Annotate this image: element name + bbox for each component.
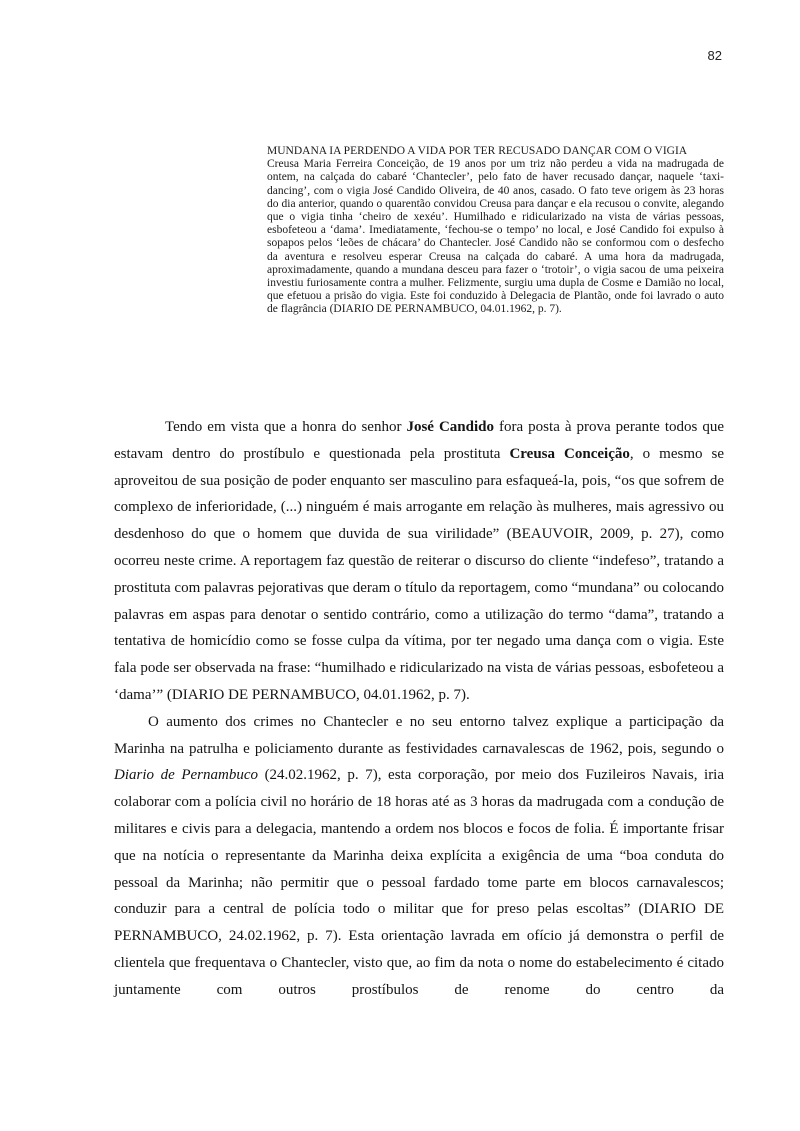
paragraph-1-text-b: fora posta à prova perante todos que estavam dentro do prostíbulo e questionada pela prostituta [114, 419, 725, 462]
name-creusa-conceicao: Creusa Conceição [509, 445, 630, 462]
name-jose-candido: José Candido [406, 419, 495, 435]
paragraph-2 [114, 709, 724, 1004]
paragraph-1 [114, 414, 724, 709]
paragraph-2-text-a: O aumento dos crimes no Chantecler e no seu entorno talvez explique a participação da Marinha na patrulha e policiamento durante as festividades carnavalescas de 1962, pois, segundo o [114, 713, 724, 757]
block-quote [267, 145, 724, 317]
quote-title: MUNDANA IA PERDENDO A VIDA POR TER RECUSADO DANÇAR COM O VIGIA [267, 145, 688, 157]
paragraph-2-text-b: (24.02.1962, p. 7), esta corporação, por meio dos Fuzileiros Navais, iria colaborar com a polícia civil no horário de 18 horas até as 3 horas da madrugada com a condução de militares e civis para a delegacia, mantendo a ordem nos blocos e focos de folia. É importante frisar que na notícia o representante da Marinha deixa explícita a exigência de uma “boa conduta do pessoal da Marinha; não permitir que o pessoal fardado tome parte em blocos carnavalescos; conduzir para a central de polícia todo o militar que for preso pelas escoltas” (DIARIO DE PERNAMBUCO, 24.02.1962, p. 7). Esta orientação lavrada em ofício já demonstra o perfil de clientela que frequentava o Chantecler, visto que, ao fim da nota o nome do estabelecimento é citado juntamente com outros prostíbulos de renome do centro da [114, 767, 725, 998]
newspaper-title: Diario de Pernambuco [114, 767, 258, 784]
body-text [114, 414, 724, 1004]
quote-body: Creusa Maria Ferreira Conceição, de 19 anos por um triz não perdeu a vida na madrugada de ontem, na calçada do cabaré ‘Chantecler’, pelo fato de haver recusado dançar, naquele ‘taxi-dancing’, com o vigia José Candido Oliveira, de 40 anos, casado. O fato teve origem às 23 horas do dia anterior, quando o quarentão convidou Creusa para dançar e ela recusou o convite, alegando que o vigia tinha ‘cheiro de xexéu’. Humilhado e ridicularizado na vista de várias pessoas, esbofeteou a ‘dama’. Imediatamente, ‘fechou-se o tempo’ no local, e José Candido foi expulso à sopapos pelos ‘leões de chácara’ do Chantecler. José Candido não se conformou com o desfecho da aventura e resolveu esperar Creusa na calçada do cabaré. A uma hora da madrugada, aproximadamente, quando a mundana desceu para fazer o ‘trotoir’, o vigia sacou de uma peixeira investiu furiosamente contra a mulher. Felizmente, surgiu uma dupla de Cosme e Damião no local, que efetuou a prisão do vigia. Este foi conduzido à Delegacia de Plantão, onde foi lavrado o auto de flagrância (DIARIO DE PERNAMBUCO, 04.01.1962, p. 7). [267, 158, 724, 316]
paragraph-1-text-c: , o mesmo se aproveitou de sua posição de poder enquanto ser masculino para esfaqueá-la, pois, “os que sofrem de complexo de inferioridade, (...) ninguém é mais arrogante em relação às mulheres, mais agressivo ou desdenhoso do que o homem que duvida de sua virilidade” (BEAUVOIR, 2009, p. 27), como ocorreu neste crime. A reportagem faz questão de reiterar o discurso do cliente “indefeso”, tratando a prostituta com palavras pejorativas que deram o título da reportagem, como “mundana” ou colocando palavras em aspas para denotar o sentido contrário, como a utilização do termo “dama”, tratando a tentativa de homicídio como se fosse culpa da vítima, por ter negado uma dança com o vigia. Este fala pode ser observada na frase: “humilhado e ridicularizado na vista de várias pessoas, esbofeteou a ‘dama’” (DIARIO DE PERNAMBUCO, 04.01.1962, p. 7). [114, 445, 725, 703]
page-number: 82 [707, 48, 722, 63]
paragraph-1-text-a: Tendo em vista que a honra do senhor [165, 419, 407, 435]
